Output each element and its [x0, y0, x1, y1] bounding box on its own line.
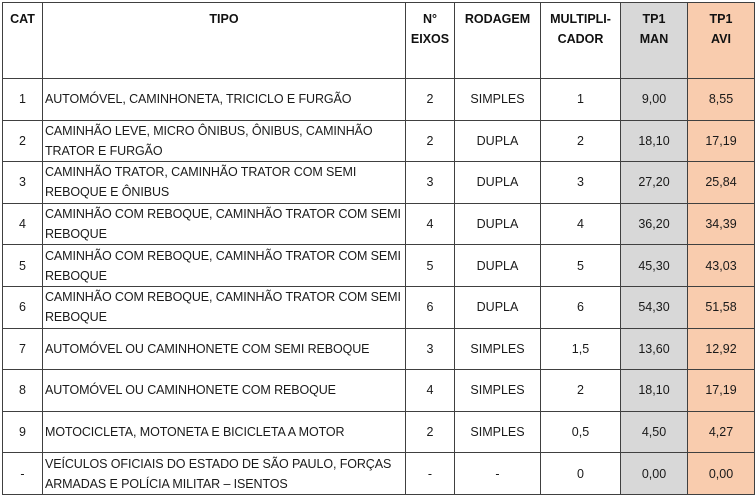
cell-tipo: CAMINHÃO TRATOR, CAMINHÃO TRATOR COM SEMI REBOQUE E ÔNIBUS [43, 162, 406, 204]
cell-rodagem: DUPLA [455, 203, 541, 245]
table-row [3, 120, 755, 162]
table-row [3, 411, 755, 453]
cell-tp1-avi: 8,55 [688, 79, 755, 121]
cell-cat: 4 [3, 203, 43, 245]
cell-cat: 1 [3, 79, 43, 121]
cell-multiplicador: 0 [541, 453, 621, 495]
cell-tp1-avi: 43,03 [688, 245, 755, 287]
cell-tp1-man: 18,10 [621, 370, 688, 412]
cell-multiplicador: 0,5 [541, 411, 621, 453]
cell-rodagem: DUPLA [455, 162, 541, 204]
header-tp1-man [621, 3, 688, 79]
cell-eixos: 3 [406, 328, 455, 370]
cell-rodagem: SIMPLES [455, 328, 541, 370]
cell-cat: 8 [3, 370, 43, 412]
header-mult-line1: MULTIPLI- [550, 12, 611, 26]
cell-tp1-man: 45,30 [621, 245, 688, 287]
table-row [3, 453, 755, 495]
cell-multiplicador: 4 [541, 203, 621, 245]
cell-cat: 7 [3, 328, 43, 370]
cell-tp1-man: 36,20 [621, 203, 688, 245]
cell-tipo: CAMINHÃO COM REBOQUE, CAMINHÃO TRATOR COM SEMI REBOQUE [43, 203, 406, 245]
header-man-line2: MAN [639, 32, 669, 46]
cell-multiplicador: 1,5 [541, 328, 621, 370]
cell-tp1-man: 27,20 [621, 162, 688, 204]
cell-eixos: - [406, 453, 455, 495]
table-row [3, 203, 755, 245]
cell-tp1-avi: 17,19 [688, 120, 755, 162]
cell-rodagem: SIMPLES [455, 411, 541, 453]
cell-rodagem: DUPLA [455, 286, 541, 328]
cell-tp1-avi: 34,39 [688, 203, 755, 245]
cell-cat: 3 [3, 162, 43, 204]
cell-tp1-man: 0,00 [621, 453, 688, 495]
cell-tp1-man: 54,30 [621, 286, 688, 328]
header-eixos-line1: N° [422, 12, 438, 26]
cell-tipo: MOTOCICLETA, MOTONETA E BICICLETA A MOTOR [43, 411, 406, 453]
cell-eixos: 2 [406, 120, 455, 162]
header-man-line1: TP1 [642, 12, 666, 26]
header-eixos [406, 3, 455, 79]
cell-tp1-avi: 12,92 [688, 328, 755, 370]
header-row [3, 3, 755, 79]
cell-multiplicador: 3 [541, 162, 621, 204]
cell-tp1-avi: 17,19 [688, 370, 755, 412]
header-tipo: TIPO [43, 3, 406, 79]
cell-cat: 6 [3, 286, 43, 328]
cell-tipo: AUTOMÓVEL OU CAMINHONETE COM SEMI REBOQUE [43, 328, 406, 370]
header-rodagem: RODAGEM [455, 3, 541, 79]
cell-cat: 9 [3, 411, 43, 453]
cell-tipo: CAMINHÃO COM REBOQUE, CAMINHÃO TRATOR COM SEMI REBOQUE [43, 286, 406, 328]
cell-multiplicador: 1 [541, 79, 621, 121]
cell-cat: - [3, 453, 43, 495]
header-eixos-line2: EIXOS [410, 32, 450, 46]
table-row [3, 286, 755, 328]
header-mult-line2: CADOR [557, 32, 604, 46]
cell-tipo: AUTOMÓVEL OU CAMINHONETE COM REBOQUE [43, 370, 406, 412]
cell-tp1-man: 9,00 [621, 79, 688, 121]
cell-multiplicador: 5 [541, 245, 621, 287]
cell-cat: 5 [3, 245, 43, 287]
cell-tp1-avi: 51,58 [688, 286, 755, 328]
cell-tp1-man: 4,50 [621, 411, 688, 453]
header-avi-line1: TP1 [709, 12, 733, 26]
cell-eixos: 4 [406, 370, 455, 412]
cell-tipo: CAMINHÃO COM REBOQUE, CAMINHÃO TRATOR COM SEMI REBOQUE [43, 245, 406, 287]
cell-rodagem: DUPLA [455, 120, 541, 162]
table-row [3, 245, 755, 287]
cell-cat: 2 [3, 120, 43, 162]
cell-multiplicador: 2 [541, 120, 621, 162]
cell-tp1-man: 13,60 [621, 328, 688, 370]
header-tp1-avi [688, 3, 755, 79]
header-multiplicador [541, 3, 621, 79]
table-row [3, 328, 755, 370]
cell-rodagem: SIMPLES [455, 370, 541, 412]
cell-tp1-avi: 4,27 [688, 411, 755, 453]
cell-eixos: 6 [406, 286, 455, 328]
cell-eixos: 2 [406, 411, 455, 453]
cell-multiplicador: 6 [541, 286, 621, 328]
cell-eixos: 4 [406, 203, 455, 245]
cell-eixos: 2 [406, 79, 455, 121]
table-row [3, 162, 755, 204]
cell-tp1-man: 18,10 [621, 120, 688, 162]
cell-rodagem: DUPLA [455, 245, 541, 287]
cell-tipo: CAMINHÃO LEVE, MICRO ÔNIBUS, ÔNIBUS, CAMINHÃO TRATOR E FURGÃO [43, 120, 406, 162]
cell-rodagem: - [455, 453, 541, 495]
cell-eixos: 5 [406, 245, 455, 287]
cell-eixos: 3 [406, 162, 455, 204]
header-cat: CAT [3, 3, 43, 79]
cell-rodagem: SIMPLES [455, 79, 541, 121]
header-avi-line2: AVI [711, 32, 731, 46]
cell-tp1-avi: 0,00 [688, 453, 755, 495]
table-row [3, 79, 755, 121]
cell-tipo: VEÍCULOS OFICIAIS DO ESTADO DE SÃO PAULO, FORÇAS ARMADAS E POLÍCIA MILITAR – ISENTOS [43, 453, 406, 495]
cell-tp1-avi: 25,84 [688, 162, 755, 204]
cell-tipo: AUTOMÓVEL, CAMINHONETA, TRICICLO E FURGÃO [43, 79, 406, 121]
cell-multiplicador: 2 [541, 370, 621, 412]
table-row [3, 370, 755, 412]
toll-table [2, 2, 755, 495]
toll-table-frame [2, 2, 754, 494]
